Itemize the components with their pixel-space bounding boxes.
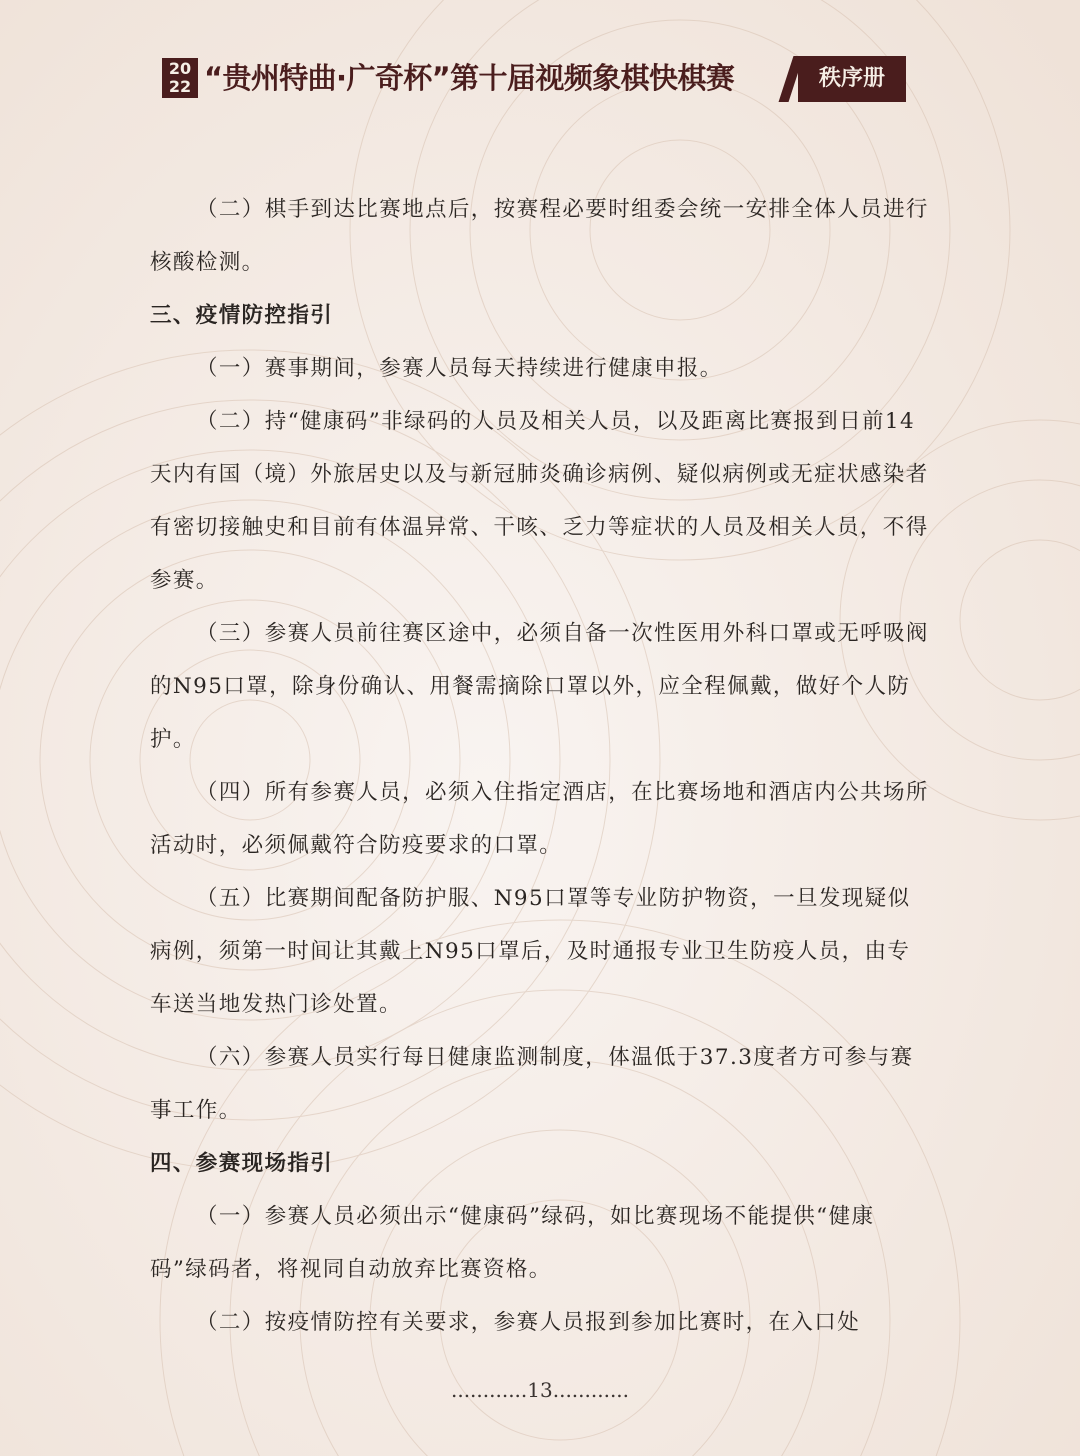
paragraph: （五）比赛期间配备防护服、N95口罩等专业防护物资，一旦发现疑似病例，须第一时间让其戴上N95口罩后，及时通报专业卫生防疫人员，由专车送当地发热门诊处置。 — [150, 886, 911, 1017]
document-title: “贵州特曲·广奇杯”第十届视频象棋快棋赛 — [204, 61, 735, 95]
page-number: ............13............ — [450, 1378, 630, 1402]
paragraph: （四）所有参赛人员，必须入住指定酒店，在比赛场地和酒店内公共场所活动时，必须佩戴符合防疫要求的口罩。 — [150, 780, 929, 858]
paragraph: （二）按疫情防控有关要求，参赛人员报到参加比赛时，在入口处 — [196, 1310, 861, 1335]
paragraph: （二）持“健康码”非绿码的人员及相关人员，以及距离比赛报到日前14天内有国（境）外旅居史以及与新冠肺炎确诊病例、疑似病例或无症状感染者有密切接触史和目前有体温异常、干咳、乏力等症状的人员及相关人员，不得参赛。 — [150, 409, 929, 593]
paragraph: （三）参赛人员前往赛区途中，必须自备一次性医用外科口罩或无呼吸阀的N95口罩，除身份确认、用餐需摘除口罩以外，应全程佩戴，做好个人防护。 — [150, 621, 929, 752]
paragraph: （六）参赛人员实行每日健康监测制度，体温低于37.3度者方可参与赛事工作。 — [150, 1045, 914, 1123]
year-badge — [162, 58, 198, 98]
section-heading: 四、参赛现场指引 — [150, 1151, 334, 1176]
document-body — [150, 183, 930, 1349]
paragraph: （二）棋手到达比赛地点后，按赛程必要时组委会统一安排全体人员进行核酸检测。 — [150, 197, 929, 275]
page-header — [162, 52, 922, 102]
year-bottom: 22 — [168, 77, 192, 96]
booklet-label: 秩序册 — [798, 56, 906, 102]
paragraph: （一）赛事期间，参赛人员每天持续进行健康申报。 — [196, 356, 723, 381]
year-top: 20 — [168, 59, 192, 78]
paragraph: （一）参赛人员必须出示“健康码”绿码，如比赛现场不能提供“健康码”绿码者，将视同自动放弃比赛资格。 — [150, 1204, 875, 1282]
section-heading: 三、疫情防控指引 — [150, 303, 334, 328]
